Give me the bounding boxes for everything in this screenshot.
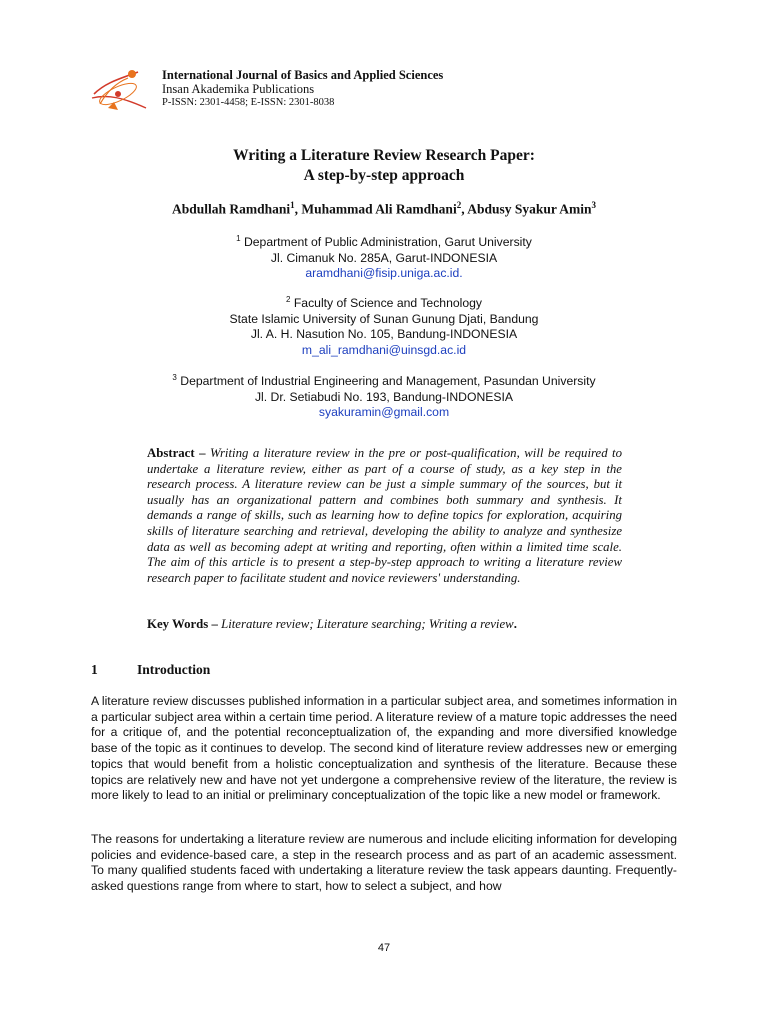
affiliation-email-link[interactable]: syakuramin@gmail.com [318, 405, 450, 420]
journal-issn: P-ISSN: 2301-4458; E-ISSN: 2301-8038 [162, 97, 335, 108]
affiliation-dept: Department of Industrial Engineering and Management, Pasundan University [180, 374, 596, 389]
affiliation-email-link[interactable]: m_ali_ramdhani@uinsgd.ac.id [301, 342, 467, 357]
author-list [0, 200, 768, 218]
abstract-text: Writing a literature review in the pre or post-qualification, will be required to undertake a literature review, either as part of a course of study, as a key step in the research process. A literature review can be just a simple summary of the sources, but it usually has an organizational pattern and combines both summary and synthesis. It demands a range of skills, such as learning how to define topics for exploration, acquiring skills of literature searching and retrieval, developing the ability to analyze and synthesize data as well as becoming adept at writing and reporting, often within a limited time scale. The aim of this article is to present a step-by-step approach to writing a literature review research paper to facilitate student and novice reviewers' understanding. [147, 446, 623, 585]
keywords-end: . [513, 617, 517, 631]
affiliation-2 [0, 292, 768, 358]
journal-name: International Journal of Basics and Applied Sciences [162, 68, 444, 82]
body-paragraph: The reasons for undertaking a literature review are numerous and include eliciting information for developing policies and evidence-based care, a step in the research process and as part of an academic assessment. To many qualified students faced with undertaking a literature review the task appears daunting. Frequently-asked questions range from where to start, how to select a subject, and how [91, 832, 677, 894]
author-name: Abdullah Ramdhani [171, 201, 291, 217]
journal-header [162, 68, 443, 110]
affiliation-sup: 1 [236, 234, 241, 243]
author-separator: , [294, 201, 302, 217]
author-sup: 3 [591, 200, 597, 210]
author-sup: 1 [290, 200, 295, 210]
author-sup: 2 [456, 200, 462, 210]
affiliation-line: Jl. Cimanuk No. 285A, Garut-INDONESIA [270, 250, 498, 265]
paper-title-line2: A step-by-step approach [303, 167, 465, 184]
journal-publisher: Insan Akademika Publications [162, 82, 315, 96]
affiliation-sup: 2 [286, 295, 291, 304]
keywords-text: Literature review; Literature searching; Writing a review [221, 617, 514, 631]
abstract-label: Abstract – [147, 446, 206, 460]
body-paragraph: A literature review discusses published information in a particular subject area, and sometimes information in a particular subject area within a certain time period. A literature review of a mature topic addresses the need for a critique of, and the potential reconceptualization of, the expanding and more diversified knowledge base of the topic as it continues to develop. The second kind of literature review addresses new or emerging topics that would benefit from a holistic conceptualization and synthesis of the literature. Because these topics are relatively new and have not yet undergone a comprehensive review of the literature, the review is more likely to lead to an initial or preliminary conceptualization of the topic like a new model or framework. [91, 694, 677, 803]
affiliation-dept: Faculty of Science and Technology [293, 296, 482, 311]
abstract [147, 446, 622, 586]
affiliation-line: State Islamic University of Sunan Gunung Djati, Bandung [229, 311, 539, 326]
paper-title [0, 146, 768, 186]
affiliation-sup: 3 [172, 373, 177, 382]
affiliation-line: Jl. A. H. Nasution No. 105, Bandung-INDONESIA [250, 327, 518, 342]
section-title: Introduction [137, 662, 211, 677]
author-separator: , [461, 201, 468, 217]
affiliation-line: Jl. Dr. Setiabudi No. 193, Bandung-INDONESIA [254, 389, 514, 404]
author-name: Muhammad Ali Ramdhani [301, 201, 457, 217]
author-name: Abdusy Syakur Amin [467, 201, 592, 217]
section-number: 1 [91, 662, 98, 677]
affiliation-3 [0, 370, 768, 421]
page-number: 47 [377, 942, 391, 954]
affiliation-1 [0, 231, 768, 282]
keywords [147, 616, 622, 632]
affiliation-email-link[interactable]: aramdhani@fisip.uniga.ac.id. [305, 266, 463, 281]
paper-title-line1: Writing a Literature Review Research Paper: [233, 147, 535, 164]
journal-logo-icon [88, 64, 152, 114]
affiliation-dept: Department of Public Administration, Garut University [243, 235, 532, 250]
keywords-label: Key Words – [147, 617, 218, 631]
